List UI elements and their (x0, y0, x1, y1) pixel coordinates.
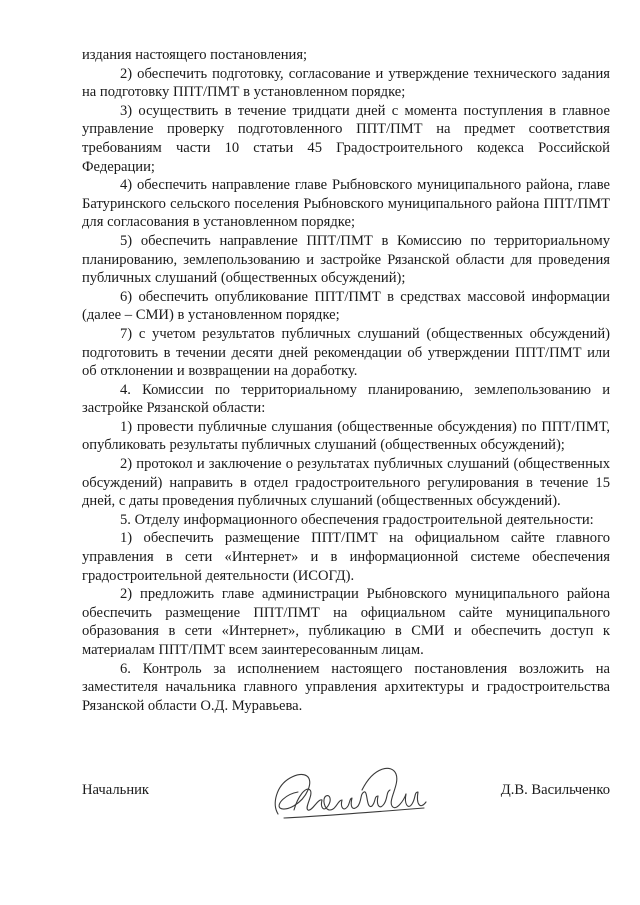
signatory-title: Начальник (82, 782, 150, 798)
paragraph-section-6: 6. Контроль за исполнением настоящего постановления возложить на заместителя начальника главного управления архитектуры и градостроительства Рязанской области О.Д. Муравьева. (82, 660, 610, 714)
paragraph-item-4: 4) обеспечить направление главе Рыбновского муниципального района, главе Батуринского сельского поселения Рыбновского муниципального района ППТ/ПМТ для согласования в установленном порядке; (82, 177, 610, 231)
paragraph-item-5: 5) обеспечить направление ППТ/ПМТ в Комиссию по территориальному планированию, землепользованию и застройке Рязанской области для проведения публичных слушаний (общественных обсуждений); (82, 232, 610, 287)
paragraph-section-5-item-1: 1) обеспечить размещение ППТ/ПМТ на официальном сайте главного управления в сети «Интернет» и в информационной системе обеспечения градостроительной деятельности (ИСОГД). (82, 530, 610, 584)
paragraph-item-3: 3) осуществить в течение тридцати дней с момента поступления в главное управление проверку подготовленного ППТ/ПМТ на предмет соответствия требованиям части 10 статьи 45 Градостроительного кодекса Российской Федерации; (82, 102, 610, 175)
signature-block (82, 760, 610, 830)
paragraph-section-5: 5. Отделу информационного обеспечения градостроительной деятельности: (120, 511, 594, 528)
paragraph-item-6: 6) обеспечить опубликование ППТ/ПМТ в средствах массовой информации (далее – СМИ) в установленном порядке; (82, 288, 610, 324)
paragraph-continuation: издания настоящего постановления; (82, 47, 308, 63)
paragraph-section-4: 4. Комиссии по территориальному планированию, землепользованию и застройке Рязанской области: (82, 381, 610, 417)
paragraph-item-7: 7) с учетом результатов публичных слушаний (общественных обсуждений) подготовить в течении десяти дней рекомендации об утверждении ППТ/ПМТ или об отклонении и возвращении на доработку. (82, 325, 610, 380)
signatory-name: Д.В. Васильченко (500, 782, 610, 798)
handwritten-signature (264, 760, 444, 830)
paragraph-section-4-item-2: 2) протокол и заключение о результатах публичных слушаний (общественных обсуждений) направить в отдел градостроительного регулирования в течение 15 дней, с даты проведения публичных слушаний (общественных обсуждений). (82, 456, 610, 510)
paragraph-section-4-item-1: 1) провести публичные слушания (общественные обсуждения) по ППТ/ПМТ, опубликовать результаты публичных слушаний (общественных обсуждений); (82, 418, 610, 454)
document-body (82, 46, 610, 715)
paragraph-item-2: 2) обеспечить подготовку, согласование и утверждение технического задания на подготовку ППТ/ПМТ в установленном порядке; (82, 65, 610, 101)
paragraph-section-5-item-2: 2) предложить главе администрации Рыбновского муниципального района обеспечить размещение ППТ/ПМТ на официальном сайте муниципального образования в сети «Интернет», публикацию в СМИ и обеспечить доступ к материалам ППТ/ПМТ всем заинтересованным лицам. (82, 586, 610, 658)
